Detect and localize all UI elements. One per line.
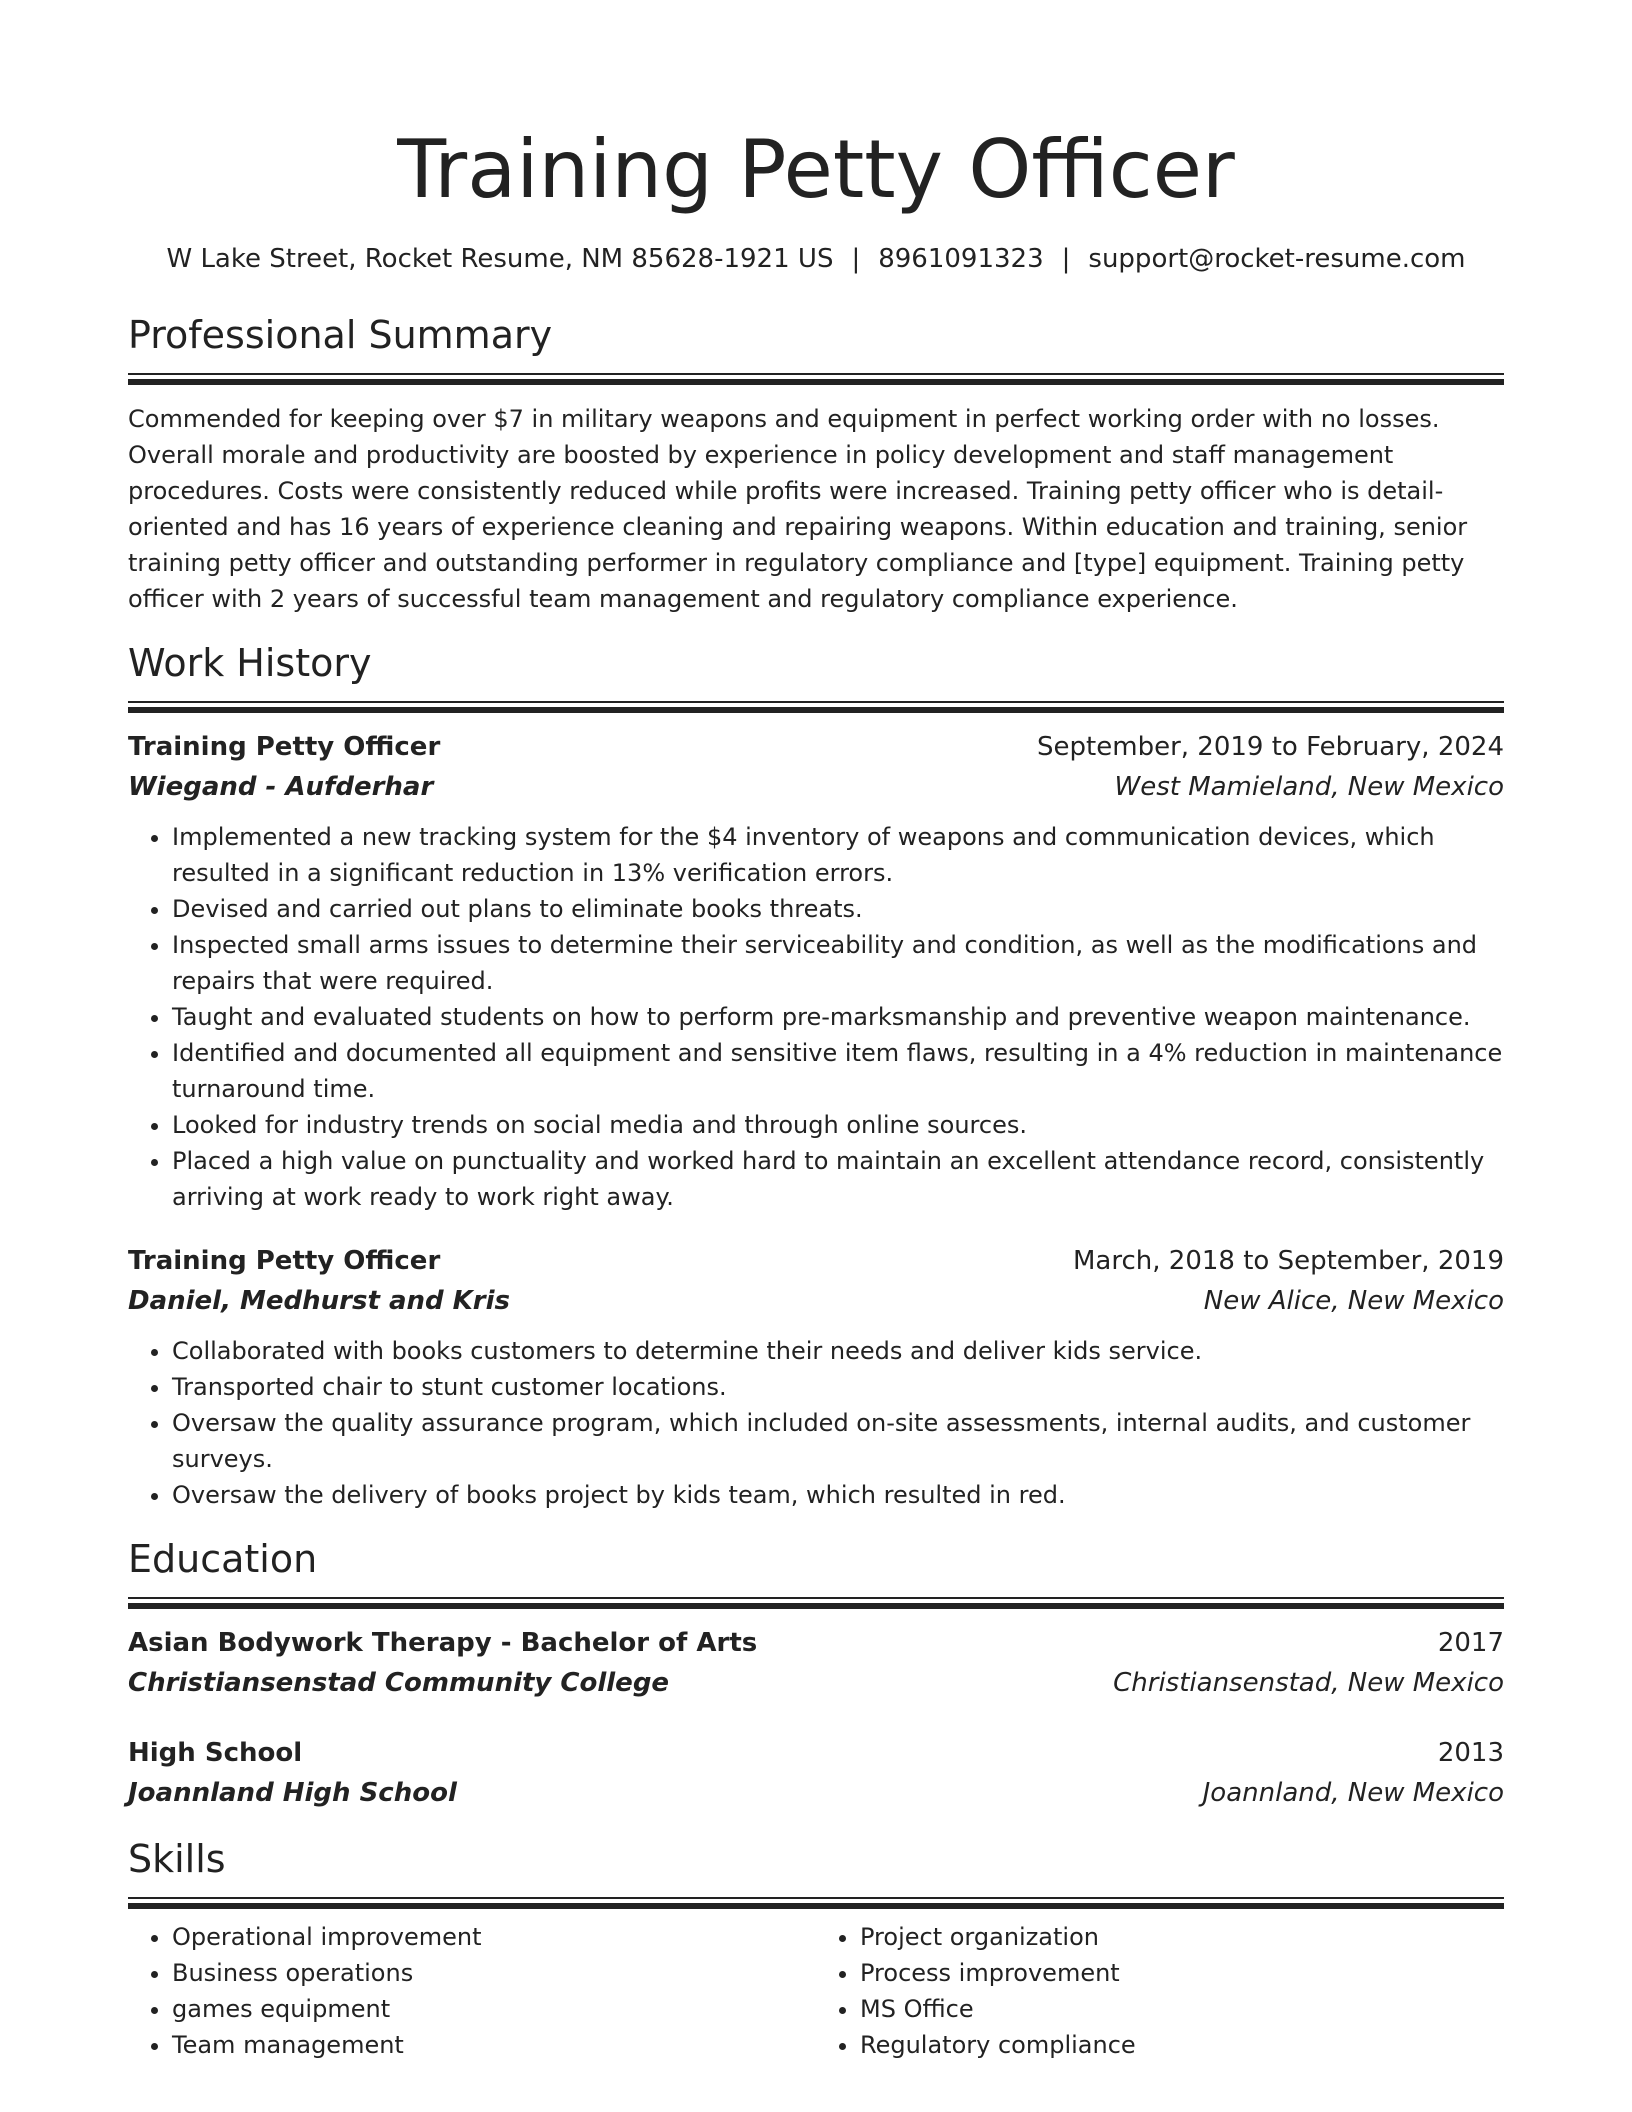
skill-item: • Regulatory compliance xyxy=(860,2027,1504,2063)
section-divider xyxy=(128,1597,1504,1609)
job-header xyxy=(128,1241,1504,1281)
skill-item: • MS Office xyxy=(860,1991,1504,2027)
job-subheader xyxy=(128,1281,1504,1321)
education-school: Christiansenstad Community College xyxy=(128,1668,670,1698)
skill-item: • games equipment xyxy=(172,1991,816,2027)
section-divider xyxy=(128,373,1504,385)
section-divider xyxy=(128,701,1504,713)
summary-text: Commended for keeping over $7 in military weapons and equipment in perfect working order with no losses. Overall morale and productivity are boosted by experience in policy development and staff management procedures. Costs were consistently reduced while profits were increased. Training petty officer who is detail-oriented and has 16 years of experience cleaning and repairing weapons. Within education and training, senior training petty officer and outstanding performer in regulatory compliance and [type] equipment. Training petty officer with 2 years of successful team management and regulatory compliance experience. xyxy=(128,405,1468,613)
job-title: Training Petty Officer xyxy=(128,732,441,762)
contact-email: support@rocket-resume.com xyxy=(1088,244,1466,274)
contact-phone: 8961091323 xyxy=(878,244,1044,274)
list-item: • Inspected small arms issues to determine their serviceability and condition, as well as the modifications and repairs that were required. xyxy=(172,927,1504,999)
section-divider xyxy=(128,1897,1504,1909)
education-header xyxy=(128,1733,1504,1773)
job-dates: March, 2018 to September, 2019 xyxy=(1073,1246,1504,1276)
education-entry xyxy=(128,1623,1504,1703)
section-title-education: Education xyxy=(128,1537,318,1581)
skills-section xyxy=(128,1835,1504,2063)
contact-separator: | xyxy=(1061,244,1071,274)
job-location: West Mamieland, New Mexico xyxy=(1114,772,1504,802)
education-school: Joannland High School xyxy=(128,1778,457,1808)
education-year: 2013 xyxy=(1437,1738,1504,1768)
education-section xyxy=(128,1535,1504,1813)
list-item: • Oversaw the delivery of books project by kids team, which resulted in red. xyxy=(172,1477,1504,1513)
summary-section xyxy=(128,311,1504,617)
skill-item: • Business operations xyxy=(172,1955,816,1991)
education-header xyxy=(128,1623,1504,1663)
list-item: • Looked for industry trends on social media and through online sources. xyxy=(172,1107,1504,1143)
job-employer: Wiegand - Aufderhar xyxy=(128,772,434,802)
section-title-summary: Professional Summary xyxy=(128,313,553,357)
skills-list-left xyxy=(128,1919,816,2063)
skill-item: • Process improvement xyxy=(860,1955,1504,1991)
list-item: • Implemented a new tracking system for the $4 inventory of weapons and communication devices, which resulted in a significant reduction in 13% verification errors. xyxy=(172,819,1504,891)
skills-columns xyxy=(128,1919,1504,2063)
job-subheader xyxy=(128,767,1504,807)
contact-separator: | xyxy=(851,244,861,274)
job-header xyxy=(128,727,1504,767)
resume-name: Training Petty Officer xyxy=(397,123,1235,216)
job-dates: September, 2019 to February, 2024 xyxy=(1037,732,1504,762)
education-year: 2017 xyxy=(1437,1628,1504,1658)
list-item: • Oversaw the quality assurance program, which included on-site assessments, internal audits, and customer surveys. xyxy=(172,1405,1504,1477)
education-degree: High School xyxy=(128,1738,303,1768)
skills-list-right xyxy=(816,1919,1504,2063)
section-title-work: Work History xyxy=(128,641,372,685)
list-item: • Devised and carried out plans to eliminate books threats. xyxy=(172,891,1504,927)
list-item: • Collaborated with books customers to determine their needs and deliver kids service. xyxy=(172,1333,1504,1369)
list-item: • Placed a high value on punctuality and worked hard to maintain an excellent attendance record, consistently arriving at work ready to work right away. xyxy=(172,1143,1504,1215)
job-entry xyxy=(128,727,1504,1215)
contact-address: W Lake Street, Rocket Resume, NM 85628-1921 US xyxy=(166,244,834,274)
work-section xyxy=(128,639,1504,1513)
contact-line xyxy=(128,241,1504,277)
education-subheader xyxy=(128,1773,1504,1813)
list-item: • Identified and documented all equipment and sensitive item flaws, resulting in a 4% reduction in maintenance turnaround time. xyxy=(172,1035,1504,1107)
job-bullets xyxy=(128,819,1504,1215)
section-title-skills: Skills xyxy=(128,1837,226,1881)
skill-item: • Project organization xyxy=(860,1919,1504,1955)
education-location: Christiansenstad, New Mexico xyxy=(1113,1668,1504,1698)
education-location: Joannland, New Mexico xyxy=(1202,1778,1504,1808)
job-entry xyxy=(128,1241,1504,1513)
education-subheader xyxy=(128,1663,1504,1703)
skill-item: • Team management xyxy=(172,2027,816,2063)
list-item: • Transported chair to stunt customer locations. xyxy=(172,1369,1504,1405)
education-entry xyxy=(128,1733,1504,1813)
job-employer: Daniel, Medhurst and Kris xyxy=(128,1286,511,1316)
job-location: New Alice, New Mexico xyxy=(1203,1286,1504,1316)
list-item: • Taught and evaluated students on how to perform pre-marksmanship and preventive weapon maintenance. xyxy=(172,999,1504,1035)
job-bullets xyxy=(128,1333,1504,1513)
skill-item: • Operational improvement xyxy=(172,1919,816,1955)
education-degree: Asian Bodywork Therapy - Bachelor of Arts xyxy=(128,1628,758,1658)
job-title: Training Petty Officer xyxy=(128,1246,441,1276)
